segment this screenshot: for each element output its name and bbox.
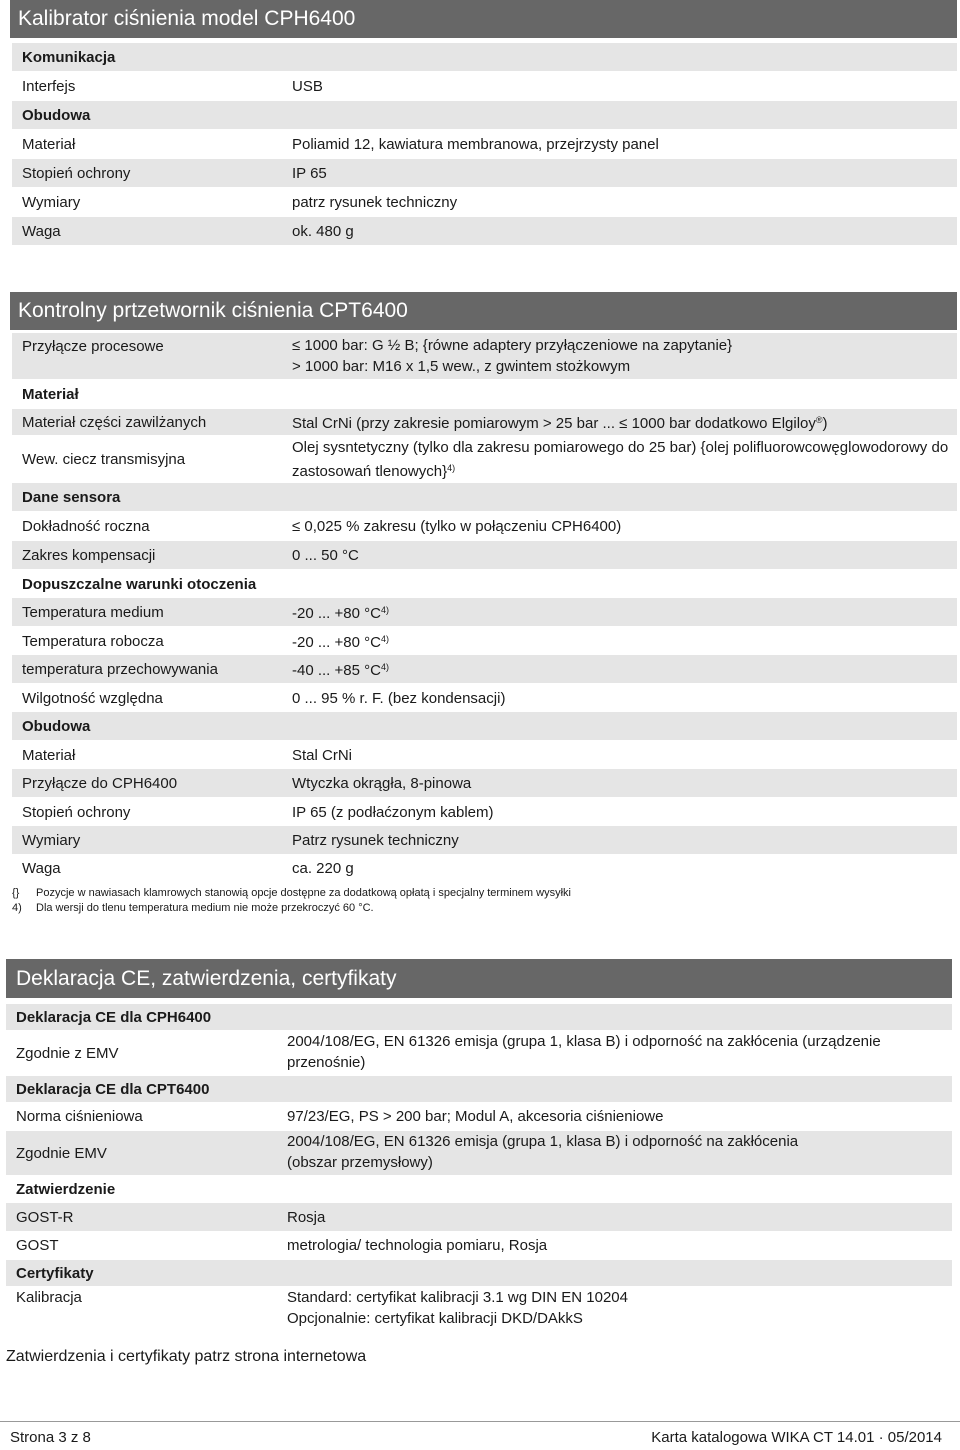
section-title-cph6400 xyxy=(10,0,957,38)
row-value-line-1: Olej sysntetyczny (tylko dla zakresu pomiarowego do 25 bar) {olej polifluorowcowęglowodorowy do xyxy=(292,439,949,456)
row-label: Obudowa xyxy=(22,106,91,124)
row-label: temperatura przechowywania xyxy=(22,660,218,678)
row-label: Deklaracja CE dla CPT6400 xyxy=(16,1080,210,1098)
table-row xyxy=(12,512,957,540)
footnote-ref: 4) xyxy=(380,662,389,672)
row-value: USB xyxy=(292,77,323,95)
table-row xyxy=(12,598,957,626)
footnote-key: {} xyxy=(12,887,20,899)
row-label: Norma ciśnieniowa xyxy=(16,1108,143,1125)
row-value: Wtyczka okrągła, 8-pinowa xyxy=(292,774,472,792)
row-value: Patrz rysunek techniczny xyxy=(292,831,459,849)
table-row xyxy=(12,769,957,797)
table-row xyxy=(12,333,957,379)
table-row xyxy=(12,159,957,187)
footnote-ref: 4) xyxy=(447,463,456,473)
table-row xyxy=(12,101,957,129)
row-value: ok. 480 g xyxy=(292,222,354,240)
row-label: Zatwierdzenie xyxy=(16,1180,116,1198)
row-label: Dopuszczalne warunki otoczenia xyxy=(22,575,257,593)
table-row xyxy=(12,541,957,569)
row-value xyxy=(292,410,828,434)
row-value-line-2: Opcjonalnie: certyfikat kalibracji DKD/DAkkS xyxy=(287,1310,583,1327)
table-row xyxy=(12,798,957,826)
row-label: Deklaracja CE dla CPH6400 xyxy=(16,1008,212,1026)
row-label: GOST-R xyxy=(16,1208,74,1226)
row-label: GOST xyxy=(16,1237,59,1254)
row-value: IP 65 (z podłaćzonym kablem) xyxy=(292,803,494,821)
row-label: Stopień ochrony xyxy=(22,164,131,182)
table-ce xyxy=(6,1004,952,1334)
table-row xyxy=(12,130,957,158)
row-value-line-1: Standard: certyfikat kalibracji 3.1 wg DIN EN 10204 xyxy=(287,1289,628,1306)
row-label: Komunikacja xyxy=(22,48,116,66)
row-value-text: -40 ... +85 °C xyxy=(292,662,381,679)
catalog-reference: Karta katalogowa WIKA CT 14.01 · 05/2014 xyxy=(651,1429,942,1446)
table-row xyxy=(6,1031,952,1075)
table-row xyxy=(12,188,957,216)
row-value-line-2: (obszar przemysłowy) xyxy=(287,1154,433,1171)
table-row xyxy=(6,1260,952,1286)
section-title-cpt6400 xyxy=(10,292,957,330)
section-title-ce xyxy=(6,959,952,998)
row-value-line-2: > 1000 bar: M16 x 1,5 wew., z gwintem stożkowym xyxy=(292,358,631,375)
row-value-suffix: ) xyxy=(822,415,828,432)
row-label: Dokładność roczna xyxy=(22,517,150,535)
row-value xyxy=(292,437,948,482)
row-value xyxy=(287,1031,881,1073)
row-value: 0 ... 50 °C xyxy=(292,546,359,564)
table-cpt6400 xyxy=(12,333,957,878)
footnote-text: Pozycje w nawiasach klamrowych stanowią opcje dostępne za dodatkową opłatą i specjalny terminem wysyłki xyxy=(36,887,571,899)
table-row xyxy=(12,826,957,854)
row-value: patrz rysunek techniczny xyxy=(292,193,458,211)
table-row xyxy=(6,1203,952,1231)
table-row xyxy=(6,1103,952,1130)
row-label: Materiał xyxy=(22,385,79,403)
row-value xyxy=(292,335,732,377)
table-row xyxy=(6,1287,952,1331)
section-title-text: Kontrolny prtzetwornik ciśnienia CPT6400 xyxy=(18,299,408,322)
row-value: ca. 220 g xyxy=(292,859,354,877)
footnote-braces xyxy=(12,887,952,901)
row-label: Temperatura medium xyxy=(22,603,164,621)
table-row xyxy=(12,72,957,100)
row-value: 97/23/EG, PS > 200 bar; Modul A, akcesoria ciśnieniowe xyxy=(287,1108,664,1125)
row-label: Materiał xyxy=(22,135,76,153)
row-value: Poliamid 12, kawiatura membranowa, przejrzysty panel xyxy=(292,135,659,153)
row-value-line-1: 2004/108/EG, EN 61326 emisja (grupa 1, klasa B) i odporność na zakłócenia xyxy=(287,1133,799,1150)
table-row xyxy=(12,655,957,683)
row-label: Waga xyxy=(22,222,61,240)
approvals-note: Zatwierdzenia i certyfikaty patrz strona internetowa xyxy=(6,1348,367,1365)
footer-divider xyxy=(0,1421,960,1422)
row-label: Certyfikaty xyxy=(16,1264,94,1282)
row-label: Wew. ciecz transmisyjna xyxy=(22,450,186,468)
row-value: metrologia/ technologia pomiaru, Rosja xyxy=(287,1237,548,1254)
footnote-key: 4) xyxy=(12,902,22,914)
row-label: Temperatura robocza xyxy=(22,632,164,650)
table-cph6400 xyxy=(12,43,957,246)
table-row xyxy=(12,483,957,511)
row-value: 0 ... 95 % r. F. (bez kondensacji) xyxy=(292,689,506,707)
row-value: Rosja xyxy=(287,1208,326,1226)
row-label: Materiał xyxy=(22,746,76,764)
row-label: Materiał części zawilżanych xyxy=(22,413,207,431)
table-row xyxy=(12,854,957,882)
section-title-text: Deklaracja CE, zatwierdzenia, certyfikaty xyxy=(16,966,397,990)
row-label: Wymiary xyxy=(22,193,81,211)
row-label: Zgodnie EMV xyxy=(16,1144,107,1162)
row-label: Obudowa xyxy=(22,717,91,735)
row-label: Stopień ochrony xyxy=(22,803,131,821)
row-value: IP 65 xyxy=(292,164,327,182)
table-row xyxy=(12,741,957,769)
row-label: Przyłącze procesowe xyxy=(22,338,164,355)
table-row xyxy=(12,43,957,71)
table-row xyxy=(12,436,957,482)
row-label: Dane sensora xyxy=(22,488,121,506)
table-row xyxy=(6,1176,952,1202)
table-row xyxy=(12,380,957,408)
row-value-text: -20 ... +80 °C xyxy=(292,605,381,622)
table-row xyxy=(12,712,957,740)
row-value xyxy=(292,629,389,653)
row-label: Kalibracja xyxy=(16,1289,82,1306)
row-label: Zakres kompensacji xyxy=(22,546,156,564)
row-value-line-2: zastosowań tlenowych} xyxy=(292,463,448,480)
row-value xyxy=(287,1287,628,1329)
table-row xyxy=(6,1076,952,1102)
registered-mark: ® xyxy=(815,415,823,425)
page-number: Strona 3 z 8 xyxy=(10,1429,91,1446)
footnote-ref: 4) xyxy=(380,605,389,615)
table-row xyxy=(6,1131,952,1175)
row-value-line-1: 2004/108/EG, EN 61326 emisja (grupa 1, klasa B) i odporność na zakłócenia (urządzenie xyxy=(287,1033,881,1050)
row-label: Zgodnie z EMV xyxy=(16,1044,119,1062)
row-value-text: Stal CrNi (przy zakresie pomiarowym > 25 bar ... ≤ 1000 bar dodatkowo Elgiloy xyxy=(292,415,816,432)
row-value-line-2: przenośnie) xyxy=(287,1054,366,1071)
row-label: Wymiary xyxy=(22,831,81,849)
row-label: Waga xyxy=(22,859,61,877)
row-value: Stal CrNi xyxy=(292,746,353,764)
footnote-ref: 4) xyxy=(380,634,389,644)
row-label: Interfejs xyxy=(22,77,76,95)
row-value: ≤ 0,025 % zakresu (tylko w połączeniu CPH6400) xyxy=(292,517,622,535)
section-title-text: Kalibrator ciśnienia model CPH6400 xyxy=(18,7,356,30)
footnote-text: Dla wersji do tlenu temperatura medium nie może przekroczyć 60 °C. xyxy=(36,902,374,914)
row-value xyxy=(292,600,389,624)
table-row xyxy=(12,409,957,435)
table-row xyxy=(6,1004,952,1030)
table-row xyxy=(12,570,957,598)
table-row xyxy=(12,627,957,655)
row-label: Wilgotność względna xyxy=(22,689,163,707)
row-label: Przyłącze do CPH6400 xyxy=(22,774,178,792)
row-value-line-1: ≤ 1000 bar: G ½ B; {równe adaptery przyłączeniowe na zapytanie} xyxy=(292,337,733,354)
table-row xyxy=(12,684,957,712)
row-value-text: -20 ... +80 °C xyxy=(292,634,381,651)
footnote-4 xyxy=(12,902,952,916)
row-value xyxy=(292,657,389,681)
row-value xyxy=(287,1131,798,1173)
table-row xyxy=(12,217,957,245)
table-row xyxy=(6,1232,952,1259)
